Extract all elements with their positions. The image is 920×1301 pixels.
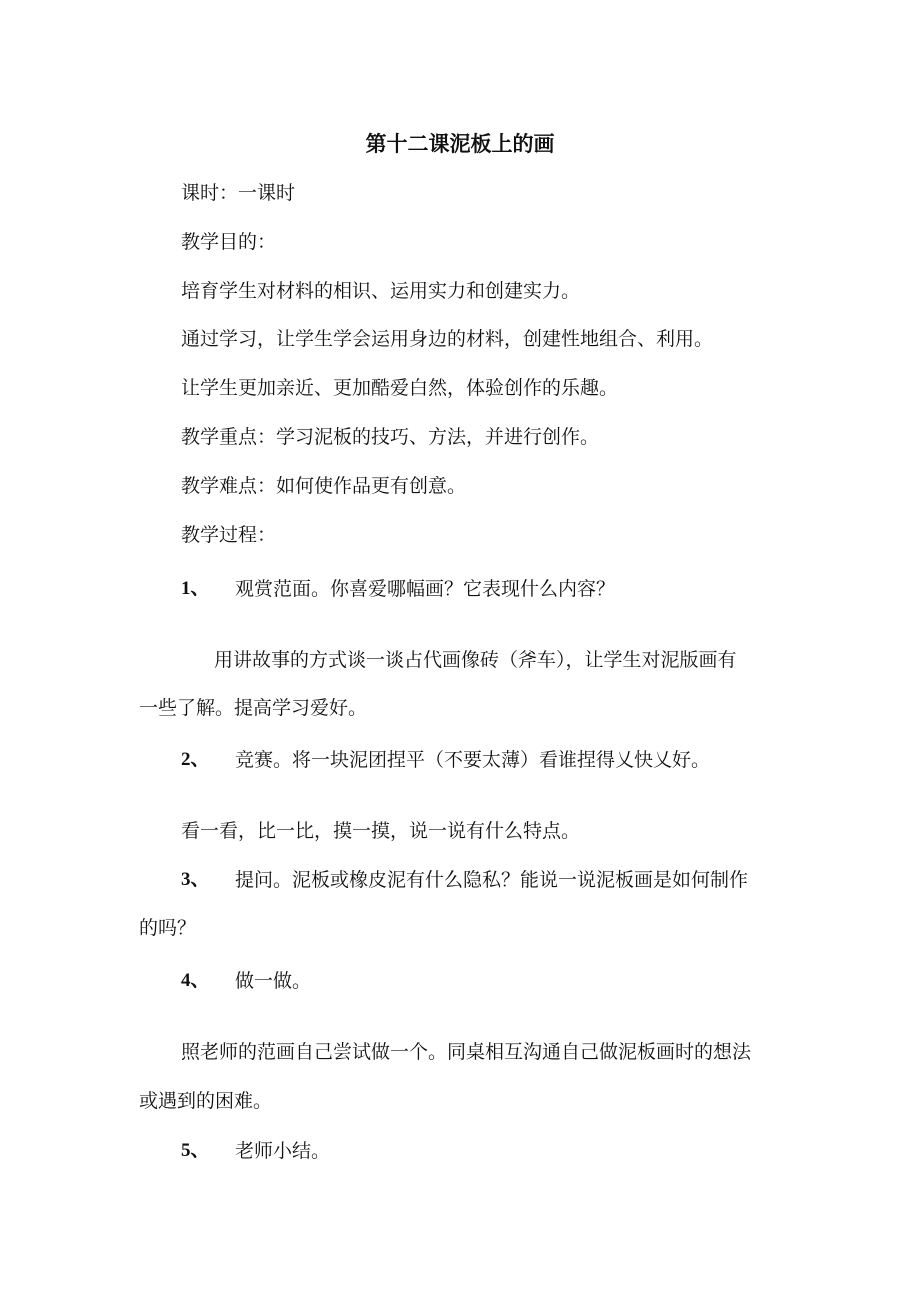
step-1-detail-line-1: 用讲故事的方式谈一谈占代画像砖（斧车），让学生对泥版画有 — [214, 649, 737, 671]
objective-3: 让学生更加亲近、更加酷爱白然，体验创作的乐趣。 — [181, 377, 619, 399]
step-4-detail-line-2: 或遇到的困难。 — [139, 1090, 273, 1112]
step-3-continuation: 的吗？ — [139, 917, 197, 939]
step-1-number: 1、 — [181, 578, 210, 599]
step-4-text: 做一做。 — [235, 970, 312, 992]
step-4-number: 4、 — [181, 970, 210, 991]
step-1-text: 观赏范面。你喜爱哪幅画？它表现什么内容？ — [235, 578, 616, 600]
page-title: 第十二课泥板上的画 — [365, 132, 555, 156]
step-4-detail-line-1: 照老师的范画自己尝试做一个。同桌相互沟通自己做泥板画时的想法 — [181, 1041, 752, 1063]
process-heading: 教学过程： — [181, 524, 277, 546]
key-point: 教学重点：学习泥板的技巧、方法，并进行创作。 — [181, 426, 600, 448]
step-2-text: 竞赛。将一块泥团捏平（不要太薄）看谁捏得乂快乂好。 — [235, 749, 711, 771]
step-3-number: 3、 — [181, 869, 210, 890]
step-2-number: 2、 — [181, 749, 210, 770]
objective-1: 培育学生对材料的相识、运用实力和创建实力。 — [181, 280, 581, 302]
step-2-detail: 看一看，比一比，摸一摸，说一说有什么特点。 — [181, 820, 581, 842]
difficulty: 教学难点：如何使作品更有创意。 — [181, 475, 467, 497]
step-1-detail-line-2: 一些了解。提高学习爱好。 — [139, 697, 368, 719]
objective-2: 通过学习，让学生学会运用身边的材料，创建性地组合、利用。 — [181, 328, 714, 350]
objectives-heading: 教学目的： — [181, 231, 277, 253]
step-5-text: 老师小结。 — [235, 1140, 331, 1162]
step-3-text: 提问。泥板或橡皮泥有什么隐私？能说一说泥板画是如何制作 — [235, 869, 749, 891]
duration-line: 课时：一课时 — [181, 182, 296, 204]
step-5-number: 5、 — [181, 1140, 210, 1161]
